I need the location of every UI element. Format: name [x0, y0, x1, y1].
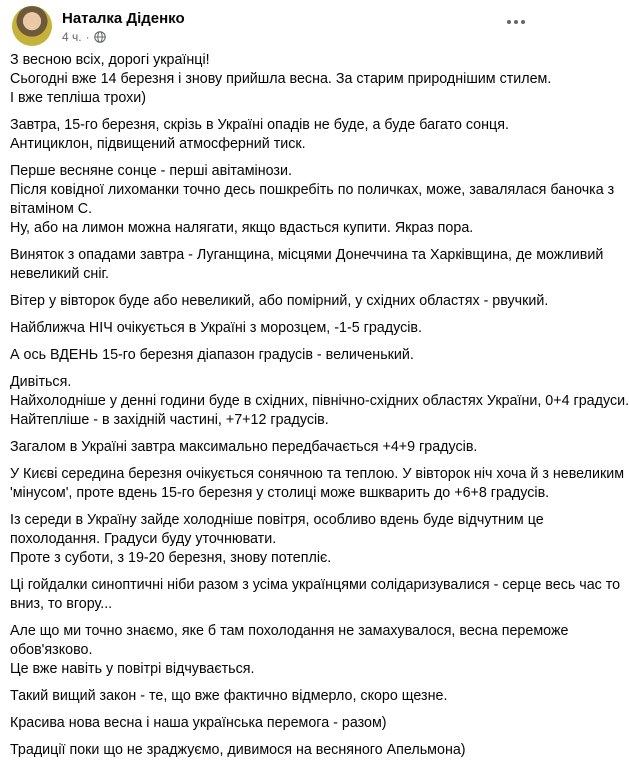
- post-text: [10, 51, 629, 768]
- post-text-line: Ці гойдалки синоптичні ніби разом з усіма українцями солідаризувалися - серце весь час то: [10, 577, 621, 593]
- post-text-line: Із середи в Україну зайде холодніше повітря, особливо вдень буде відчутним це: [10, 512, 544, 528]
- post-paragraph: [10, 346, 530, 365]
- post-header: [12, 6, 528, 46]
- post-paragraph: [10, 292, 549, 311]
- post-time[interactable]: 4 ч.: [62, 30, 82, 44]
- post-text-line: Після ковідної лихоманки точно десь пошкребіть по поличках, може, завалялася баночка з: [10, 182, 615, 198]
- avatar[interactable]: [12, 6, 52, 46]
- post-text-line: Антициклон, підвищений атмосферний тиск.: [10, 136, 306, 152]
- post-text-line: Такий вищий закон - те, що вже фактично відмерло, скоро щезне.: [10, 688, 448, 704]
- post-paragraph: [10, 622, 569, 679]
- post-text-line: Загалом в Україні завтра максимально передбачається +4+9 градусів.: [10, 439, 478, 455]
- author-name[interactable]: Наталка Діденко: [62, 10, 185, 27]
- post-paragraph: [10, 246, 604, 284]
- post-paragraph: [10, 373, 629, 430]
- post-paragraph: [10, 162, 615, 238]
- more-options-icon[interactable]: [504, 12, 528, 32]
- post-text-line: вниз, то вгору...: [10, 596, 113, 612]
- post-paragraph: [10, 741, 530, 760]
- post-paragraph: [10, 511, 544, 568]
- post-text-line: Традиції поки що не зраджуємо, дивимося на весняного Апельмона): [10, 742, 466, 758]
- post-text-line: похолодання. Градуси буду уточнювати.: [10, 531, 277, 547]
- post-text-line: обов'язково.: [10, 642, 93, 658]
- post-text-line: Завтра, 15-го березня, скрізь в Україні опадів не буде, а буде багато сонця.: [10, 117, 509, 133]
- post-meta: [62, 30, 106, 44]
- post-paragraph: [10, 51, 552, 108]
- post-text-line: Найтепліше - в західній частині, +7+12 градусів.: [10, 412, 329, 428]
- globe-icon: [94, 31, 106, 43]
- post-text-line: Ну, або на лимон можна налягати, якщо вдасться купити. Якраз пора.: [10, 220, 474, 236]
- post-text-line: З весною всіх, дорогі українці!: [10, 52, 210, 68]
- post-text-line: Дивіться.: [10, 374, 72, 390]
- post-text-line: вітаміном С.: [10, 201, 93, 217]
- post-paragraph: [10, 714, 530, 733]
- post-text-line: Красива нова весна і наша українська перемога - разом): [10, 715, 387, 731]
- post-text-line: Але що ми точно знаємо, яке б там похолодання не замахувалося, весна переможе: [10, 623, 569, 639]
- post-text-line: Сьогодні вже 14 березня і знову прийшла весна. За старим природнішим стилем.: [10, 71, 552, 87]
- post-text-line: Проте з суботи, з 19-20 березня, знову потепліє.: [10, 550, 332, 566]
- post-text-line: Вітер у вівторок буде або невеликий, або помірний, у східних областях - рвучкий.: [10, 293, 549, 309]
- post-text-line: Це вже навіть у повітрі відчувається.: [10, 661, 255, 677]
- post-text-line: невеликий сніг.: [10, 266, 109, 282]
- post-text-line: А ось ВДЕНЬ 15-го березня діапазон градусів - величенький.: [10, 347, 414, 363]
- meta-separator: ·: [85, 30, 90, 44]
- post-paragraph: [10, 465, 625, 503]
- post-text-line: Виняток з опадами завтра - Луганщина, місцями Донеччина та Харківщина, де можливий: [10, 247, 604, 263]
- post-paragraph: [10, 687, 530, 706]
- post-text-line: 'мінусом', проте вдень 15-го березня у столиці може вшкварить до +6+8 градусів.: [10, 485, 550, 501]
- post-paragraph: [10, 438, 530, 457]
- post-text-line: Найближча НІЧ очікується в Україні з морозцем, -1-5 градусів.: [10, 320, 422, 336]
- post-paragraph: [10, 576, 621, 614]
- post-text-line: І вже тепліша трохи): [10, 90, 147, 106]
- post-text-line: Перше весняне сонце - перші авітамінози.: [10, 163, 292, 179]
- post-text-line: Найхолодніше у денні години буде в східних, північно-східних областях України, 0+4 градуси.: [10, 393, 629, 409]
- post-paragraph: [10, 116, 530, 154]
- post-paragraph: [10, 319, 530, 338]
- post-text-line: У Києві середина березня очікується сонячною та теплою. У вівторок ніч хоча й з невеликим: [10, 466, 625, 482]
